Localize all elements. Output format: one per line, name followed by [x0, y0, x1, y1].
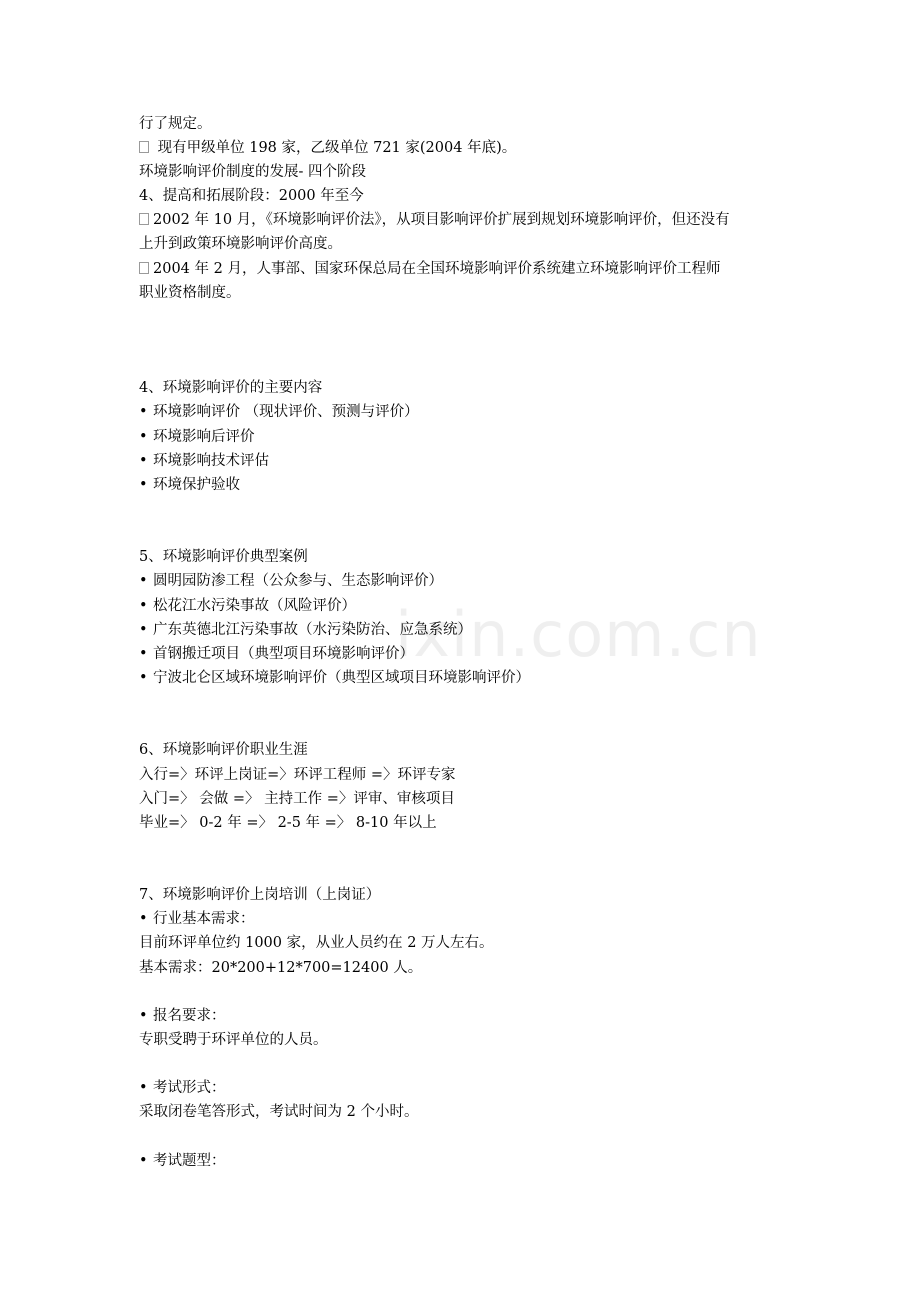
text-line: 现有甲级单位 198 家，乙级单位 721 家(2004 年底)。 — [139, 138, 516, 158]
list-item: • 广东英德北江污染事故（水污染防治、应急系统） — [139, 622, 472, 638]
bullet-icon: • — [139, 911, 148, 927]
text-line: 基本需求：20*200+12*700=12400 人。 — [139, 960, 423, 976]
bullet-icon: • — [139, 598, 148, 614]
bullet-icon: • — [139, 622, 148, 638]
text-line: 环境影响评价制度的发展- 四个阶段 — [139, 164, 367, 180]
bullet-icon: • — [139, 670, 148, 686]
list-item: • 首钢搬迁项目（典型项目环境影响评价） — [139, 646, 414, 662]
bullet-icon: • — [139, 453, 148, 469]
text-line: 毕业=〉 0-2 年 =〉 2-5 年 =〉 8-10 年以上 — [139, 815, 437, 831]
bullet-icon: • — [139, 1080, 148, 1096]
list-item: • 宁波北仑区域环境影响评价（典型区域项目环境影响评价） — [139, 670, 530, 686]
list-item: • 环境影响技术评估 — [139, 453, 269, 469]
text-line: 2004 年 2 月，人事部、国家环保总局在全国环境影响评价系统建立环境影响评价工程师 — [139, 259, 720, 279]
bullet-icon: • — [139, 429, 148, 445]
text-line: 职业资格制度。 — [139, 285, 241, 301]
text-line: 2002 年 10 月，《环境影响评价法》，从项目影响评价扩展到规划环境影响评价，但还没有 — [139, 210, 730, 230]
list-item: • 考试形式： — [139, 1080, 226, 1096]
text-line: 上升到政策环境影响评价高度。 — [139, 236, 342, 252]
bullet-icon: • — [139, 646, 148, 662]
text-line: 专职受聘于环评单位的人员。 — [139, 1032, 328, 1048]
section-heading: 7、环境影响评价上岗培训（上岗证） — [139, 887, 381, 903]
bullet-icon: • — [139, 477, 148, 493]
checkbox-glyph — [139, 141, 149, 153]
text-line: 目前环评单位约 1000 家，从业人员约在 2 万人左右。 — [139, 935, 494, 951]
list-item: • 环境影响后评价 — [139, 429, 255, 445]
section-heading: 6、环境影响评价职业生涯 — [139, 742, 308, 758]
checkbox-glyph — [139, 262, 149, 274]
section-heading: 4、环境影响评价的主要内容 — [139, 380, 323, 396]
text-line: 入行=〉环评上岗证=〉环评工程师 =〉环评专家 — [139, 767, 456, 783]
bullet-icon: • — [139, 404, 148, 420]
text-line: 入门=〉 会做 =〉 主持工作 =〉评审、审核项目 — [139, 791, 455, 807]
bullet-icon: • — [139, 1008, 148, 1024]
list-item: • 环境影响评价 （现状评价、预测与评价） — [139, 404, 419, 420]
list-item: • 行业基本需求： — [139, 911, 255, 927]
list-item: • 报名要求： — [139, 1008, 226, 1024]
text-line: 采取闭卷笔答形式，考试时间为 2 个小时。 — [139, 1104, 419, 1120]
checkbox-glyph — [139, 213, 149, 225]
watermark: ixin.com.cn — [395, 598, 762, 671]
text-line: 行了规定。 — [139, 116, 212, 132]
bullet-icon: • — [139, 1153, 148, 1169]
section-heading: 5、环境影响评价典型案例 — [139, 549, 308, 565]
list-item: • 考试题型： — [139, 1153, 226, 1169]
list-item: • 圆明园防渗工程（公众参与、生态影响评价） — [139, 573, 443, 589]
text-line: 4、提高和拓展阶段：2000 年至今 — [139, 188, 364, 204]
bullet-icon: • — [139, 573, 148, 589]
list-item: • 环境保护验收 — [139, 477, 240, 493]
list-item: • 松花江水污染事故（风险评价） — [139, 598, 356, 614]
